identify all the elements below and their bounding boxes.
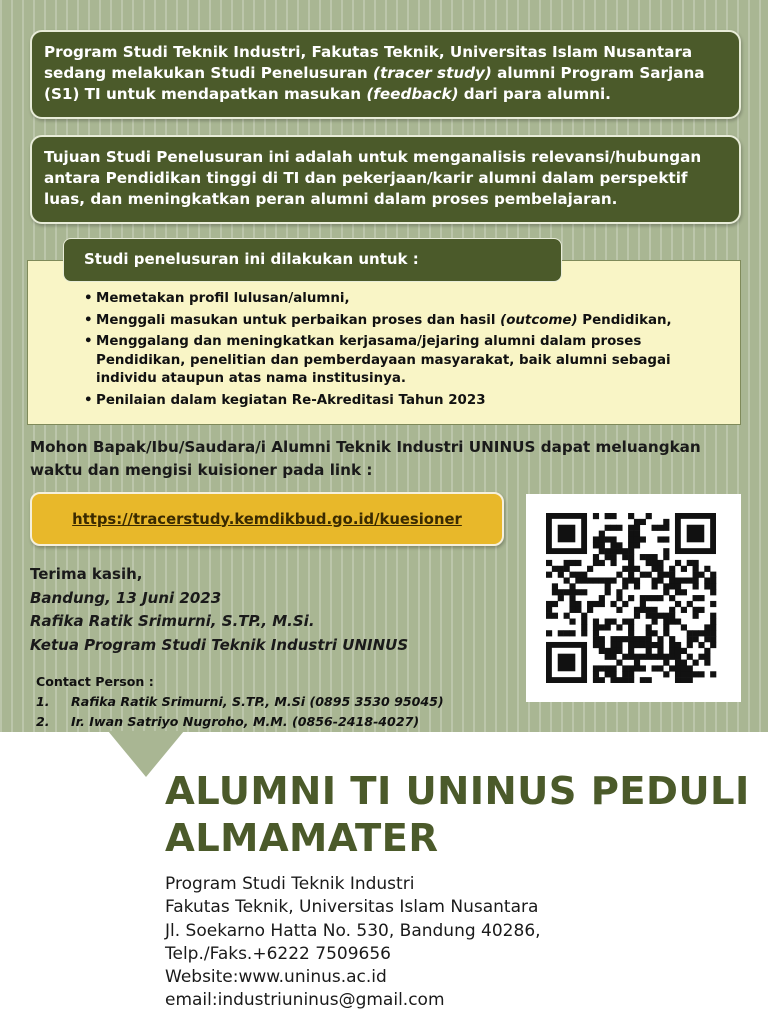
link-box[interactable]	[30, 492, 504, 546]
questionnaire-link[interactable]: https://tracerstudy.kemdikbud.go.id/kuesioner	[72, 510, 462, 528]
intro-text-2: alumni Program Sarjana (S1) TI untuk mendapatkan masukan	[44, 64, 705, 103]
address-line: email:industriuninus@gmail.com	[165, 990, 445, 1011]
goal-box	[30, 135, 741, 224]
place-date: Bandung, 13 Juni 2023	[30, 588, 222, 607]
list-item: • Menggalang dan meningkatkan kerjasama/jejaring alumni dalam proses Pendidikan, penelitian dan pemberdayaan masyarakat, baik alumni sebagai individu ataupun atas nama institusinya.	[84, 333, 724, 389]
main-title: ALUMNI TI UNINUS PEDULI ALMAMATER	[165, 769, 750, 861]
intro-text-1: Program Studi Teknik Industri, Fakutas Teknik, Universitas Islam Nusantara sedang melakukan Studi Penelusuran	[44, 43, 693, 82]
purpose-header: Studi penelusuran ini dilakukan untuk :	[63, 238, 562, 282]
address-line: Telp./Faks.+6222 7509656	[165, 943, 391, 964]
list-item: • Menggali masukan untuk perbaikan proses dan hasil (outcome) Pendidikan,	[84, 312, 724, 331]
signer-role: Ketua Program Studi Teknik Industri UNINUS	[30, 635, 409, 654]
qr-code-icon	[546, 513, 721, 683]
invite-text: Mohon Bapak/Ibu/Saudara/i Alumni Teknik Industri UNINUS dapat meluangkan waktu dan mengisi kuisioner pada link :	[30, 438, 701, 479]
address-block	[165, 873, 755, 1013]
purpose-list	[84, 290, 724, 413]
goal-text: Tujuan Studi Penelusuran ini adalah untuk menganalisis relevansi/hubungan antara Pendidikan tinggi di TI dan pekerjaan/karir alumni dalam perspektif luas, dan meningkatkan peran alumni dalam proses pembelajaran.	[44, 148, 702, 208]
signer-name: Rafika Ratik Srimurni, S.TP., M.Si.	[30, 612, 315, 630]
closing-block	[30, 563, 510, 657]
intro-tracer: (tracer study)	[373, 64, 492, 82]
address-line: Fakutas Teknik, Universitas Islam Nusantara	[165, 897, 539, 918]
address-line: Jl. Soekarno Hatta No. 530, Bandung 40286,	[165, 920, 541, 941]
thanks-text: Terima kasih,	[30, 565, 143, 583]
contact-row: 2. Ir. Iwan Satriyo Nugroho, M.M. (0856-2418-4027)	[36, 714, 420, 729]
qr-code	[526, 494, 741, 702]
intro-box	[30, 30, 741, 119]
address-line: Program Studi Teknik Industri	[165, 874, 415, 894]
contact-title: Contact Person :	[36, 674, 154, 689]
list-item: • Penilaian dalam kegiatan Re-Akreditasi Tahun 2023	[84, 392, 724, 411]
intro-feedback: (feedback)	[366, 85, 459, 103]
list-item: • Memetakan profil lulusan/alumni,	[84, 290, 724, 309]
address-line: Website:www.uninus.ac.id	[165, 967, 387, 988]
contact-block	[36, 672, 516, 732]
intro-text-3: dari para alumni.	[458, 85, 611, 103]
contact-row: 1. Rafika Ratik Srimurni, S.TP., M.Si (0895 3530 95045)	[36, 694, 444, 709]
